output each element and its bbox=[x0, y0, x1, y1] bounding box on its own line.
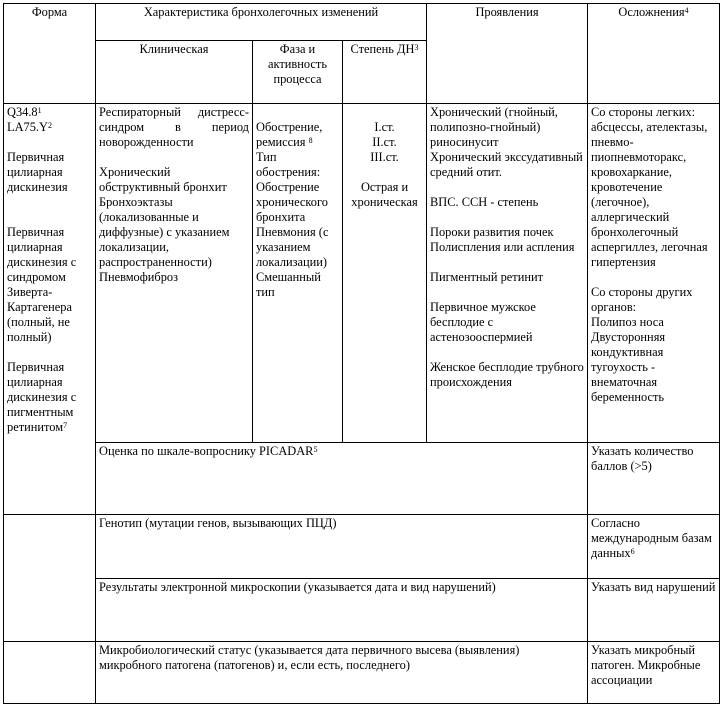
dn-stage-1: I.ст. bbox=[374, 120, 395, 134]
picadar-cell bbox=[96, 443, 588, 515]
manif-kidney: Пороки развития почек bbox=[430, 225, 554, 239]
micro-row bbox=[4, 642, 720, 704]
phase-exacerbation-text: Обострение, ремиссия bbox=[256, 120, 323, 149]
header-characteristic bbox=[96, 4, 427, 41]
genotype-text: Генотип (мутации генов, вызывающих ПЦД) bbox=[99, 516, 337, 530]
dn-cell bbox=[343, 104, 427, 443]
compl-ectopic: внематочная беременность bbox=[591, 375, 665, 404]
em-text: Результаты электронной микроскопии (указывается дата и вид нарушений) bbox=[99, 580, 496, 594]
manif-retinitis: Пигментный ретинит bbox=[430, 270, 544, 284]
picadar-text: Оценка по шкале-вопроснику PICADAR bbox=[99, 444, 314, 458]
compl-hearing-loss: Двусторонняя кондуктивная тугоухость - bbox=[591, 330, 666, 374]
header-dn-degree-label: Степень ДН bbox=[350, 42, 415, 56]
header-complications-label: Осложнения bbox=[618, 5, 685, 19]
dn-stage-2: II.ст. bbox=[372, 135, 397, 149]
dn-stage-3: III.ст. bbox=[370, 150, 399, 164]
phase-exacerbation-footnote: 8 bbox=[308, 136, 313, 145]
micro-note: Указать микробный патоген. Микробные ассоциации bbox=[591, 643, 701, 687]
header-complications-footnote: 4 bbox=[684, 6, 689, 15]
picadar-note-cell bbox=[588, 443, 720, 515]
header-dn-footnote: 3 bbox=[414, 43, 419, 52]
em-row bbox=[4, 579, 720, 642]
header-forma-label: Форма bbox=[31, 5, 68, 19]
form-pcd-kartagener: Первичная цилиарная дискинезия с синдромом Зиверта-Картагенера (полный, не полный) bbox=[7, 225, 77, 344]
clinical-bronchiectasis: Бронхоэктазы (локализованные и диффузные) с указанием локализации, распространенности) bbox=[99, 195, 230, 269]
dn-acute-chronic: Острая и хроническая bbox=[351, 180, 418, 209]
manif-rhinosinusitis: Хронический (гнойный, полипозно-гнойный) риносинусит bbox=[430, 105, 558, 149]
manifestations-cell bbox=[427, 104, 588, 443]
em-note-cell bbox=[588, 579, 720, 642]
forma-cell bbox=[4, 104, 96, 515]
code-q34-text: Q34.8 bbox=[7, 105, 38, 119]
genotype-row bbox=[4, 515, 720, 579]
header-characteristic-label: Характеристика бронхолегочных изменений bbox=[143, 5, 379, 19]
complications-cell bbox=[588, 104, 720, 443]
header-clinical bbox=[96, 41, 253, 104]
clinical-pneumofibrosis: Пневмофиброз bbox=[99, 270, 179, 284]
phase-cell bbox=[253, 104, 343, 443]
header-clinical-label: Клиническая bbox=[139, 42, 209, 56]
header-dn-degree bbox=[343, 41, 427, 104]
clinical-rds: Респираторный дистресс-синдром в период новорожденности bbox=[99, 105, 249, 149]
compl-lungs: Со стороны легких: абсцессы, ателектазы, пневмо-пиопневмоторакс, кровохаркание, кровотечение (легочное), аллергический бронхолегочный аспергиллез, легочная гипертензия bbox=[591, 105, 708, 269]
manif-chd: ВПС. ССН - степень bbox=[430, 195, 539, 209]
code-la75 bbox=[7, 120, 92, 135]
micro-cell bbox=[96, 642, 588, 704]
code-la75-footnote: 2 bbox=[47, 121, 52, 130]
code-q34 bbox=[7, 105, 92, 120]
clinical-cell bbox=[96, 104, 253, 443]
phase-exacerbation bbox=[256, 120, 339, 150]
genotype-note: Согласно международным базам данных bbox=[591, 516, 712, 560]
forma-empty-cell-1 bbox=[4, 515, 96, 642]
forma-empty-cell-2 bbox=[4, 642, 96, 704]
header-manifestations-label: Проявления bbox=[475, 5, 539, 19]
picadar-row bbox=[4, 443, 720, 515]
form-pcd-retinitis-text: Первичная цилиарная дискинезия с пигментным ретинитом bbox=[7, 360, 77, 434]
code-la75-text: LA75.Y bbox=[7, 120, 48, 134]
phase-pneumonia: Пневмония (с указанием локализации) bbox=[256, 225, 329, 269]
em-cell bbox=[96, 579, 588, 642]
picadar-footnote: 5 bbox=[313, 445, 318, 454]
phase-mixed: Смешанный тип bbox=[256, 270, 321, 299]
genotype-cell bbox=[96, 515, 588, 579]
em-note: Указать вид нарушений bbox=[591, 580, 716, 594]
micro-note-cell bbox=[588, 642, 720, 704]
phase-type: Тип обострения: Обострение хронического бронхита bbox=[256, 150, 328, 224]
compl-nasal-polyps: Полипоз носа bbox=[591, 315, 664, 329]
header-phase-label: Фаза и активность процесса bbox=[268, 42, 327, 86]
genotype-note-cell bbox=[588, 515, 720, 579]
form-pcd-retinitis bbox=[7, 360, 92, 435]
manif-male-infertility: Первичное мужское бесплодие с астенозооспермией bbox=[430, 300, 536, 344]
main-body-row bbox=[4, 104, 720, 443]
compl-other-title: Со стороны других органов: bbox=[591, 285, 693, 314]
header-complications bbox=[588, 4, 720, 104]
header-phase bbox=[253, 41, 343, 104]
manif-polysplenia: Полиспления или аспления bbox=[430, 240, 575, 254]
header-manifestations bbox=[427, 4, 588, 104]
manif-otitis: Хронический экссудативный средний отит. bbox=[430, 150, 583, 179]
manif-female-infertility: Женское бесплодие трубного происхождения bbox=[430, 360, 584, 389]
form-pcd: Первичная цилиарная дискинезия bbox=[7, 150, 68, 194]
header-row-1 bbox=[4, 4, 720, 41]
clinical-bronchitis: Хронический обструктивный бронхит bbox=[99, 165, 227, 194]
micro-text: Микробиологический статус (указывается дата первичного высева (выявления) микробного патогена (патогенов) и, если есть, последнего) bbox=[99, 643, 520, 672]
picadar-note: Указать количество баллов (>5) bbox=[591, 444, 694, 473]
code-q34-footnote: 1 bbox=[37, 106, 42, 115]
genotype-footnote: 6 bbox=[630, 547, 635, 556]
header-forma bbox=[4, 4, 96, 104]
form-pcd-retinitis-footnote: 7 bbox=[63, 421, 68, 430]
classification-table bbox=[3, 3, 720, 704]
